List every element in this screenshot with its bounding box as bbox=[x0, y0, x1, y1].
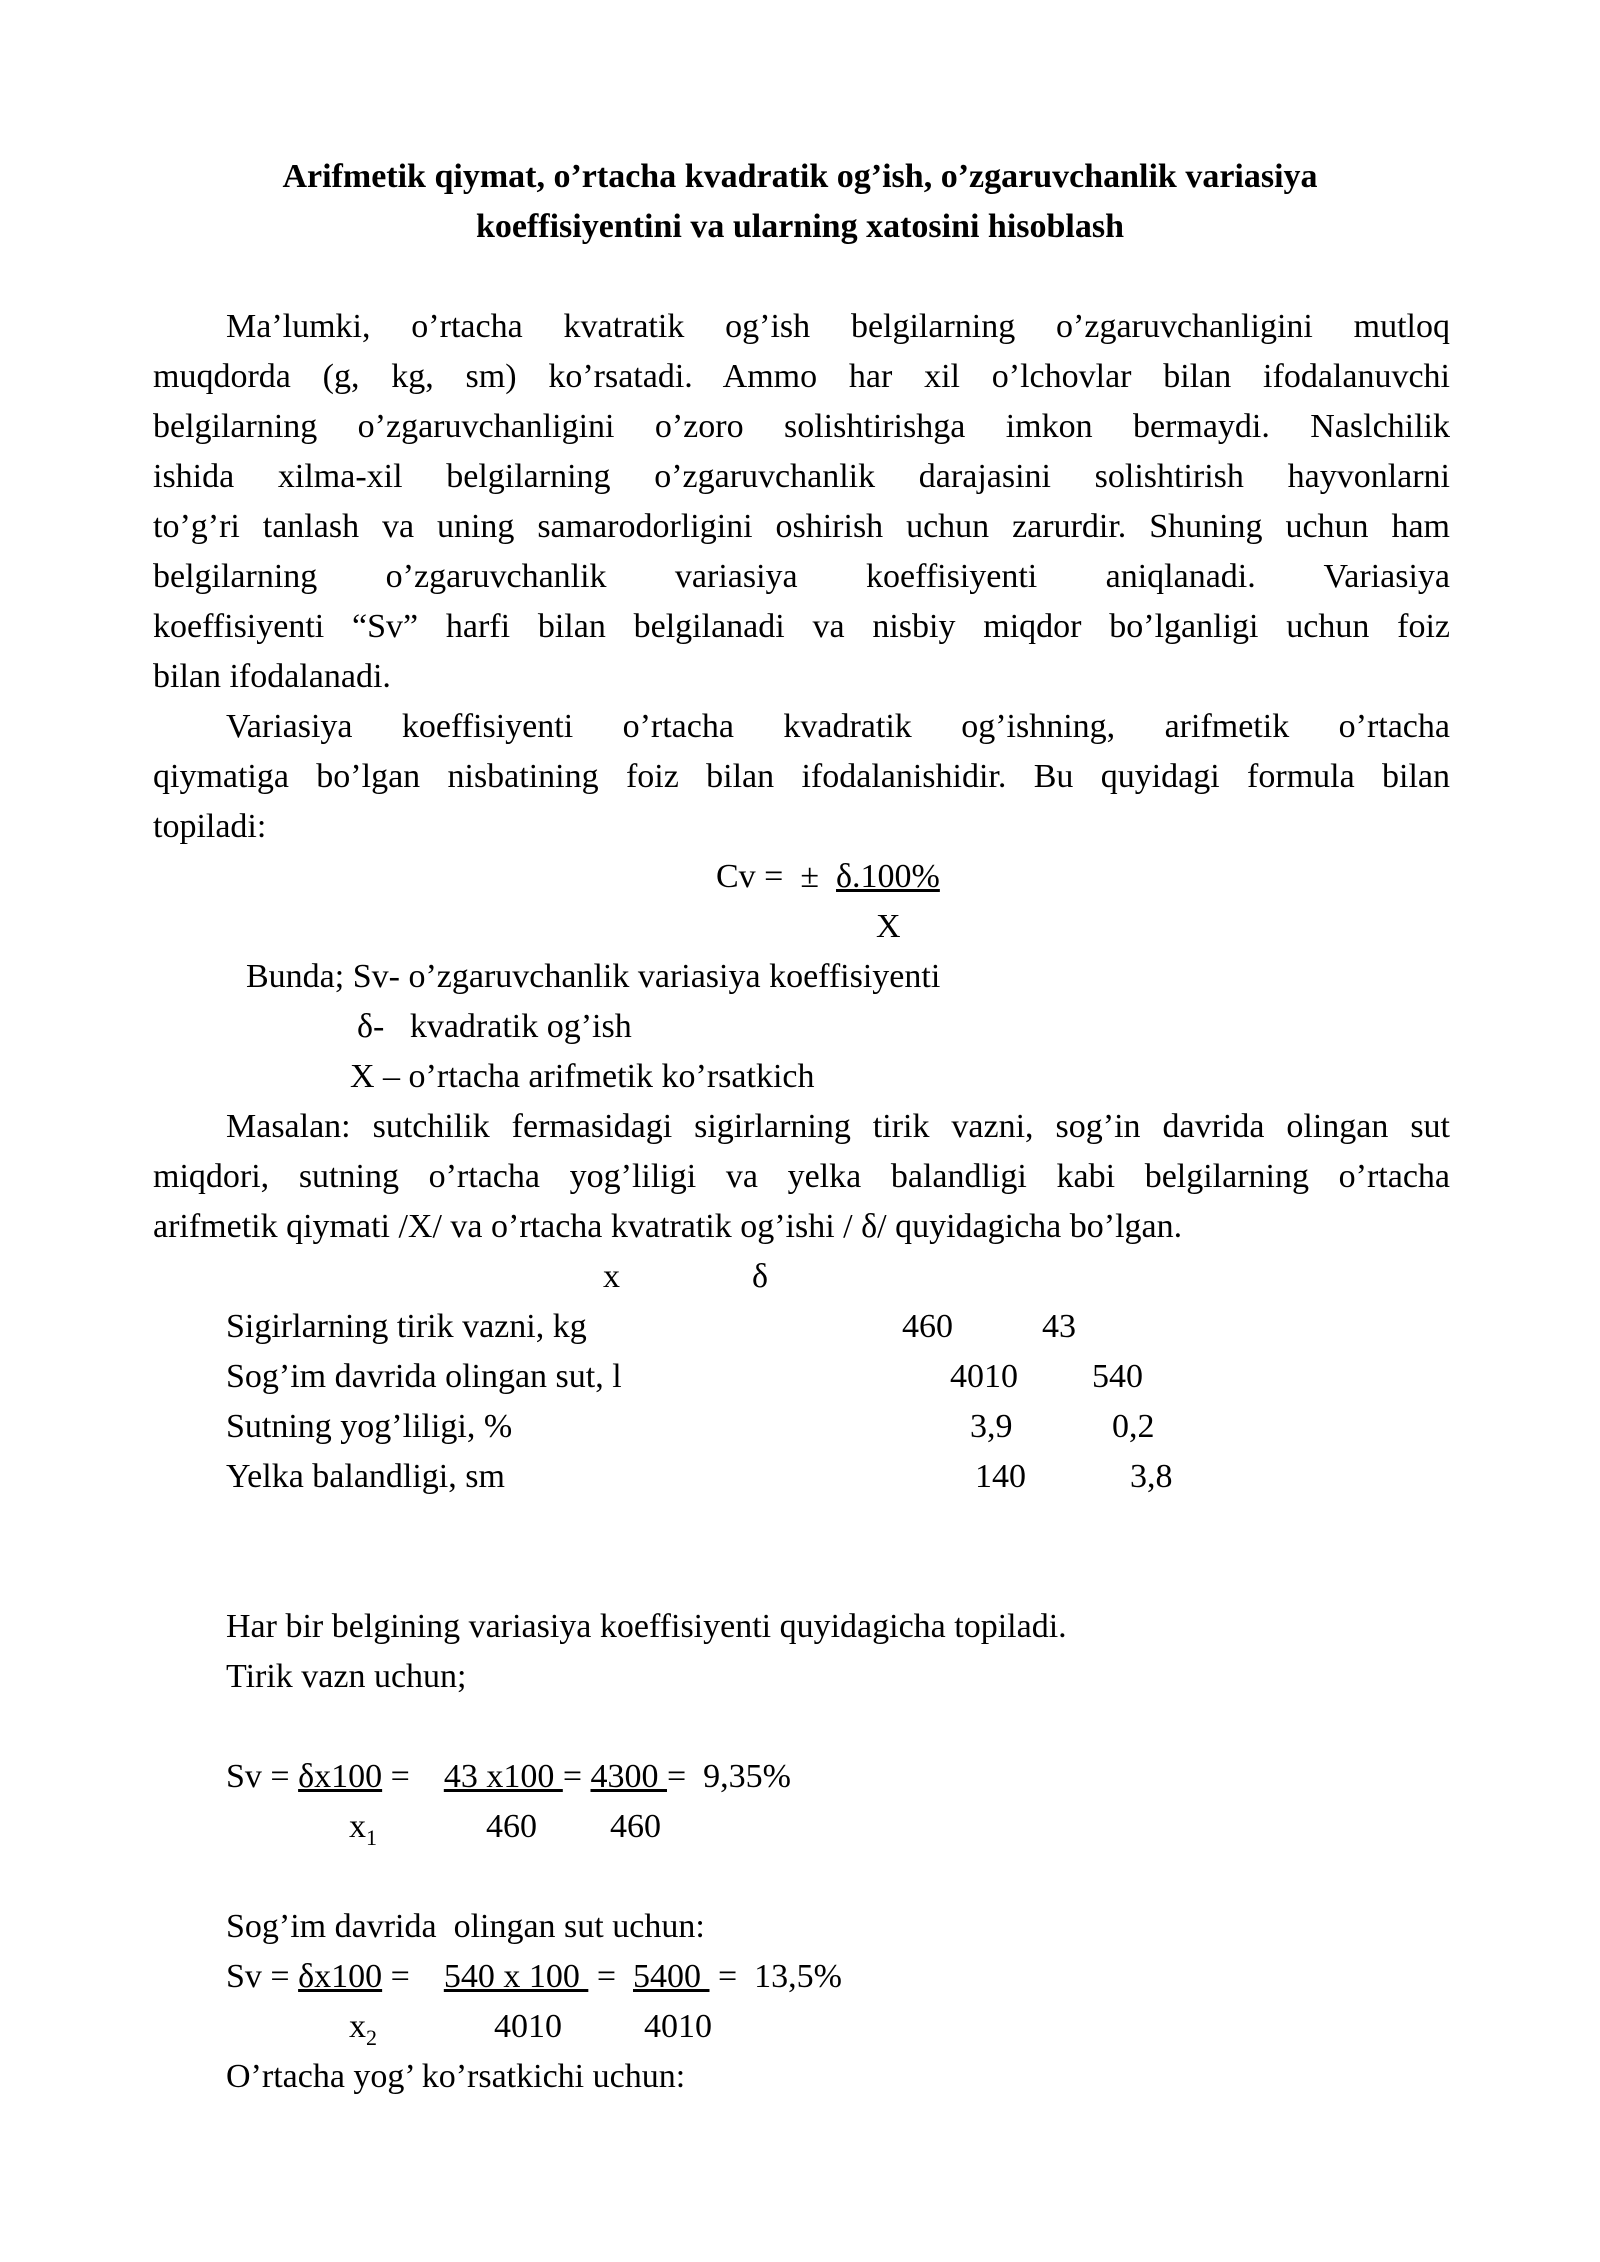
table-row-2-x: 4010 bbox=[950, 1358, 1018, 1395]
formula-numerator: δ.100% bbox=[836, 858, 940, 895]
calc-2-eq-2: = bbox=[588, 1958, 633, 1995]
legend-line-1: Bunda; Sv- o’zgaruvchanlik variasiya koeffisiyenti bbox=[246, 958, 941, 995]
table-row-3-x: 3,9 bbox=[970, 1408, 1013, 1445]
paragraph-1-line-8: bilan ifodalanadi. bbox=[153, 658, 391, 695]
table-row-2-delta: 540 bbox=[1092, 1358, 1143, 1395]
calc-1-eq-3: = 9,35% bbox=[667, 1758, 791, 1795]
calc-2-term-2: 540 x 100 bbox=[443, 1958, 589, 1995]
table-row-4-delta: 3,8 bbox=[1130, 1458, 1173, 1495]
paragraph-2-line-3: topiladi: bbox=[153, 808, 267, 845]
calc-1-x-symbol: х bbox=[349, 1808, 366, 1845]
calc-1-eq-1: = bbox=[382, 1758, 444, 1795]
calc-1-lhs: Sv = bbox=[226, 1758, 299, 1795]
calc-1-term-1: δх100 bbox=[298, 1758, 383, 1795]
calc-2-x-symbol: х bbox=[349, 2008, 366, 2045]
legend-line-3: X – o’rtacha arifmetik ko’rsatkich bbox=[350, 1058, 815, 1095]
table-header-x: x bbox=[603, 1258, 620, 1295]
calc-2-x-subscript: 2 bbox=[366, 2024, 377, 2050]
paragraph-1-line-1: Ma’lumki, o’rtacha kvatratik og’ish belgilarning o’zgaruvchanligini mutloq bbox=[226, 308, 1450, 345]
calc-2-eq-1: = bbox=[382, 1958, 444, 1995]
calc-2-denominator-x bbox=[349, 2002, 377, 2052]
calc-2-numerator-line bbox=[226, 1952, 842, 2002]
table-row-3-label: Sutning yog’liligi, % bbox=[226, 1408, 513, 1445]
table-row-2-label: Sog’im davrida olingan sut, l bbox=[226, 1358, 622, 1395]
calc-2-eq-3: = 13,5% bbox=[709, 1958, 842, 1995]
paragraph-3-line-2: miqdori, sutning o’rtacha yog’liligi va yelka balandligi kabi belgilarning o’rtacha bbox=[153, 1158, 1450, 1195]
calc-2-denominator-2: 4010 bbox=[644, 2008, 712, 2045]
calc-1-term-3: 4300 bbox=[590, 1758, 667, 1795]
table-row-1-x: 460 bbox=[902, 1308, 953, 1345]
milk-section-title: Sog’im davrida olingan sut uchun: bbox=[226, 1908, 705, 1945]
weight-section-title: Tirik vazn uchun; bbox=[226, 1658, 467, 1695]
document-title-line-1: Arifmetik qiymat, o’rtacha kvadratik og’ish, o’zgaruvchanlik variasiya bbox=[282, 158, 1318, 195]
calc-1-numerator-line bbox=[226, 1752, 791, 1802]
paragraph-3-line-1: Masalan: sutchilik fermasidagi sigirlarning tirik vazni, sog’in davrida olingan sut bbox=[226, 1108, 1450, 1145]
paragraph-1-line-3: belgilarning o’zgaruvchanligini o’zoro solishtirishga imkon bermaydi. Naslchilik bbox=[153, 408, 1450, 445]
paragraph-1-line-5: to’g’ri tanlash va uning samarodorligini oshirish uchun zarurdir. Shuning uchun ham bbox=[153, 508, 1450, 545]
formula-lhs: Cv = ± bbox=[716, 858, 837, 895]
document-title-line-2: koeffisiyentini va ularning xatosini hisoblash bbox=[475, 208, 1125, 245]
table-row-4-x: 140 bbox=[975, 1458, 1026, 1495]
formula-numerator-line bbox=[716, 852, 940, 902]
calc-2-term-1: δх100 bbox=[298, 1958, 383, 1995]
calc-1-x-subscript: 1 bbox=[366, 1824, 377, 1850]
paragraph-1-line-2: muqdorda (g, kg, sm) ko’rsatadi. Ammo har xil o’lchovlar bilan ifodalanuvchi bbox=[153, 358, 1450, 395]
legend-line-2: δ- kvadratik og’ish bbox=[357, 1008, 632, 1045]
calc-1-eq-2: = bbox=[562, 1758, 591, 1795]
table-row-4-label: Yelka balandligi, sm bbox=[226, 1458, 505, 1495]
table-row-1-delta: 43 bbox=[1042, 1308, 1076, 1345]
formula-denominator: X bbox=[876, 908, 901, 945]
paragraph-1-line-4: ishida xilma-xil belgilarning o’zgaruvchanlik darajasini solishtirish hayvonlarni bbox=[153, 458, 1450, 495]
calc-1-denominator-x bbox=[349, 1802, 377, 1852]
section-intro: Har bir belgining variasiya koeffisiyenti quyidagicha topiladi. bbox=[226, 1608, 1067, 1645]
paragraph-2-line-2: qiymatiga bo’lgan nisbatining foiz bilan ifodalanishidir. Bu quyidagi formula bilan bbox=[153, 758, 1450, 795]
calc-2-term-3: 5400 bbox=[633, 1958, 710, 1995]
calc-1-denominator-2: 460 bbox=[610, 1808, 661, 1845]
calc-1-denominator-1: 460 bbox=[486, 1808, 537, 1845]
table-row-3-delta: 0,2 bbox=[1112, 1408, 1155, 1445]
calc-1-term-2: 43 х100 bbox=[443, 1758, 563, 1795]
paragraph-1-line-7: koeffisiyenti “Sv” harfi bilan belgilanadi va nisbiy miqdor bo’lganligi uchun foiz bbox=[153, 608, 1450, 645]
calc-2-denominator-1: 4010 bbox=[494, 2008, 562, 2045]
table-header-delta: δ bbox=[752, 1258, 769, 1295]
paragraph-2-line-1: Variasiya koeffisiyenti o’rtacha kvadratik og’ishning, arifmetik o’rtacha bbox=[226, 708, 1450, 745]
paragraph-3-line-3: arifmetik qiymati /X/ va o’rtacha kvatratik og’ishi / δ/ quyidagicha bo’lgan. bbox=[153, 1208, 1183, 1245]
table-row-1-label: Sigirlarning tirik vazni, kg bbox=[226, 1308, 587, 1345]
calc-2-lhs: Sv = bbox=[226, 1958, 299, 1995]
paragraph-1-line-6: belgilarning o’zgaruvchanlik variasiya koeffisiyenti aniqlanadi. Variasiya bbox=[153, 558, 1450, 595]
fat-section-title: O’rtacha yog’ ko’rsatkichi uchun: bbox=[226, 2058, 686, 2095]
